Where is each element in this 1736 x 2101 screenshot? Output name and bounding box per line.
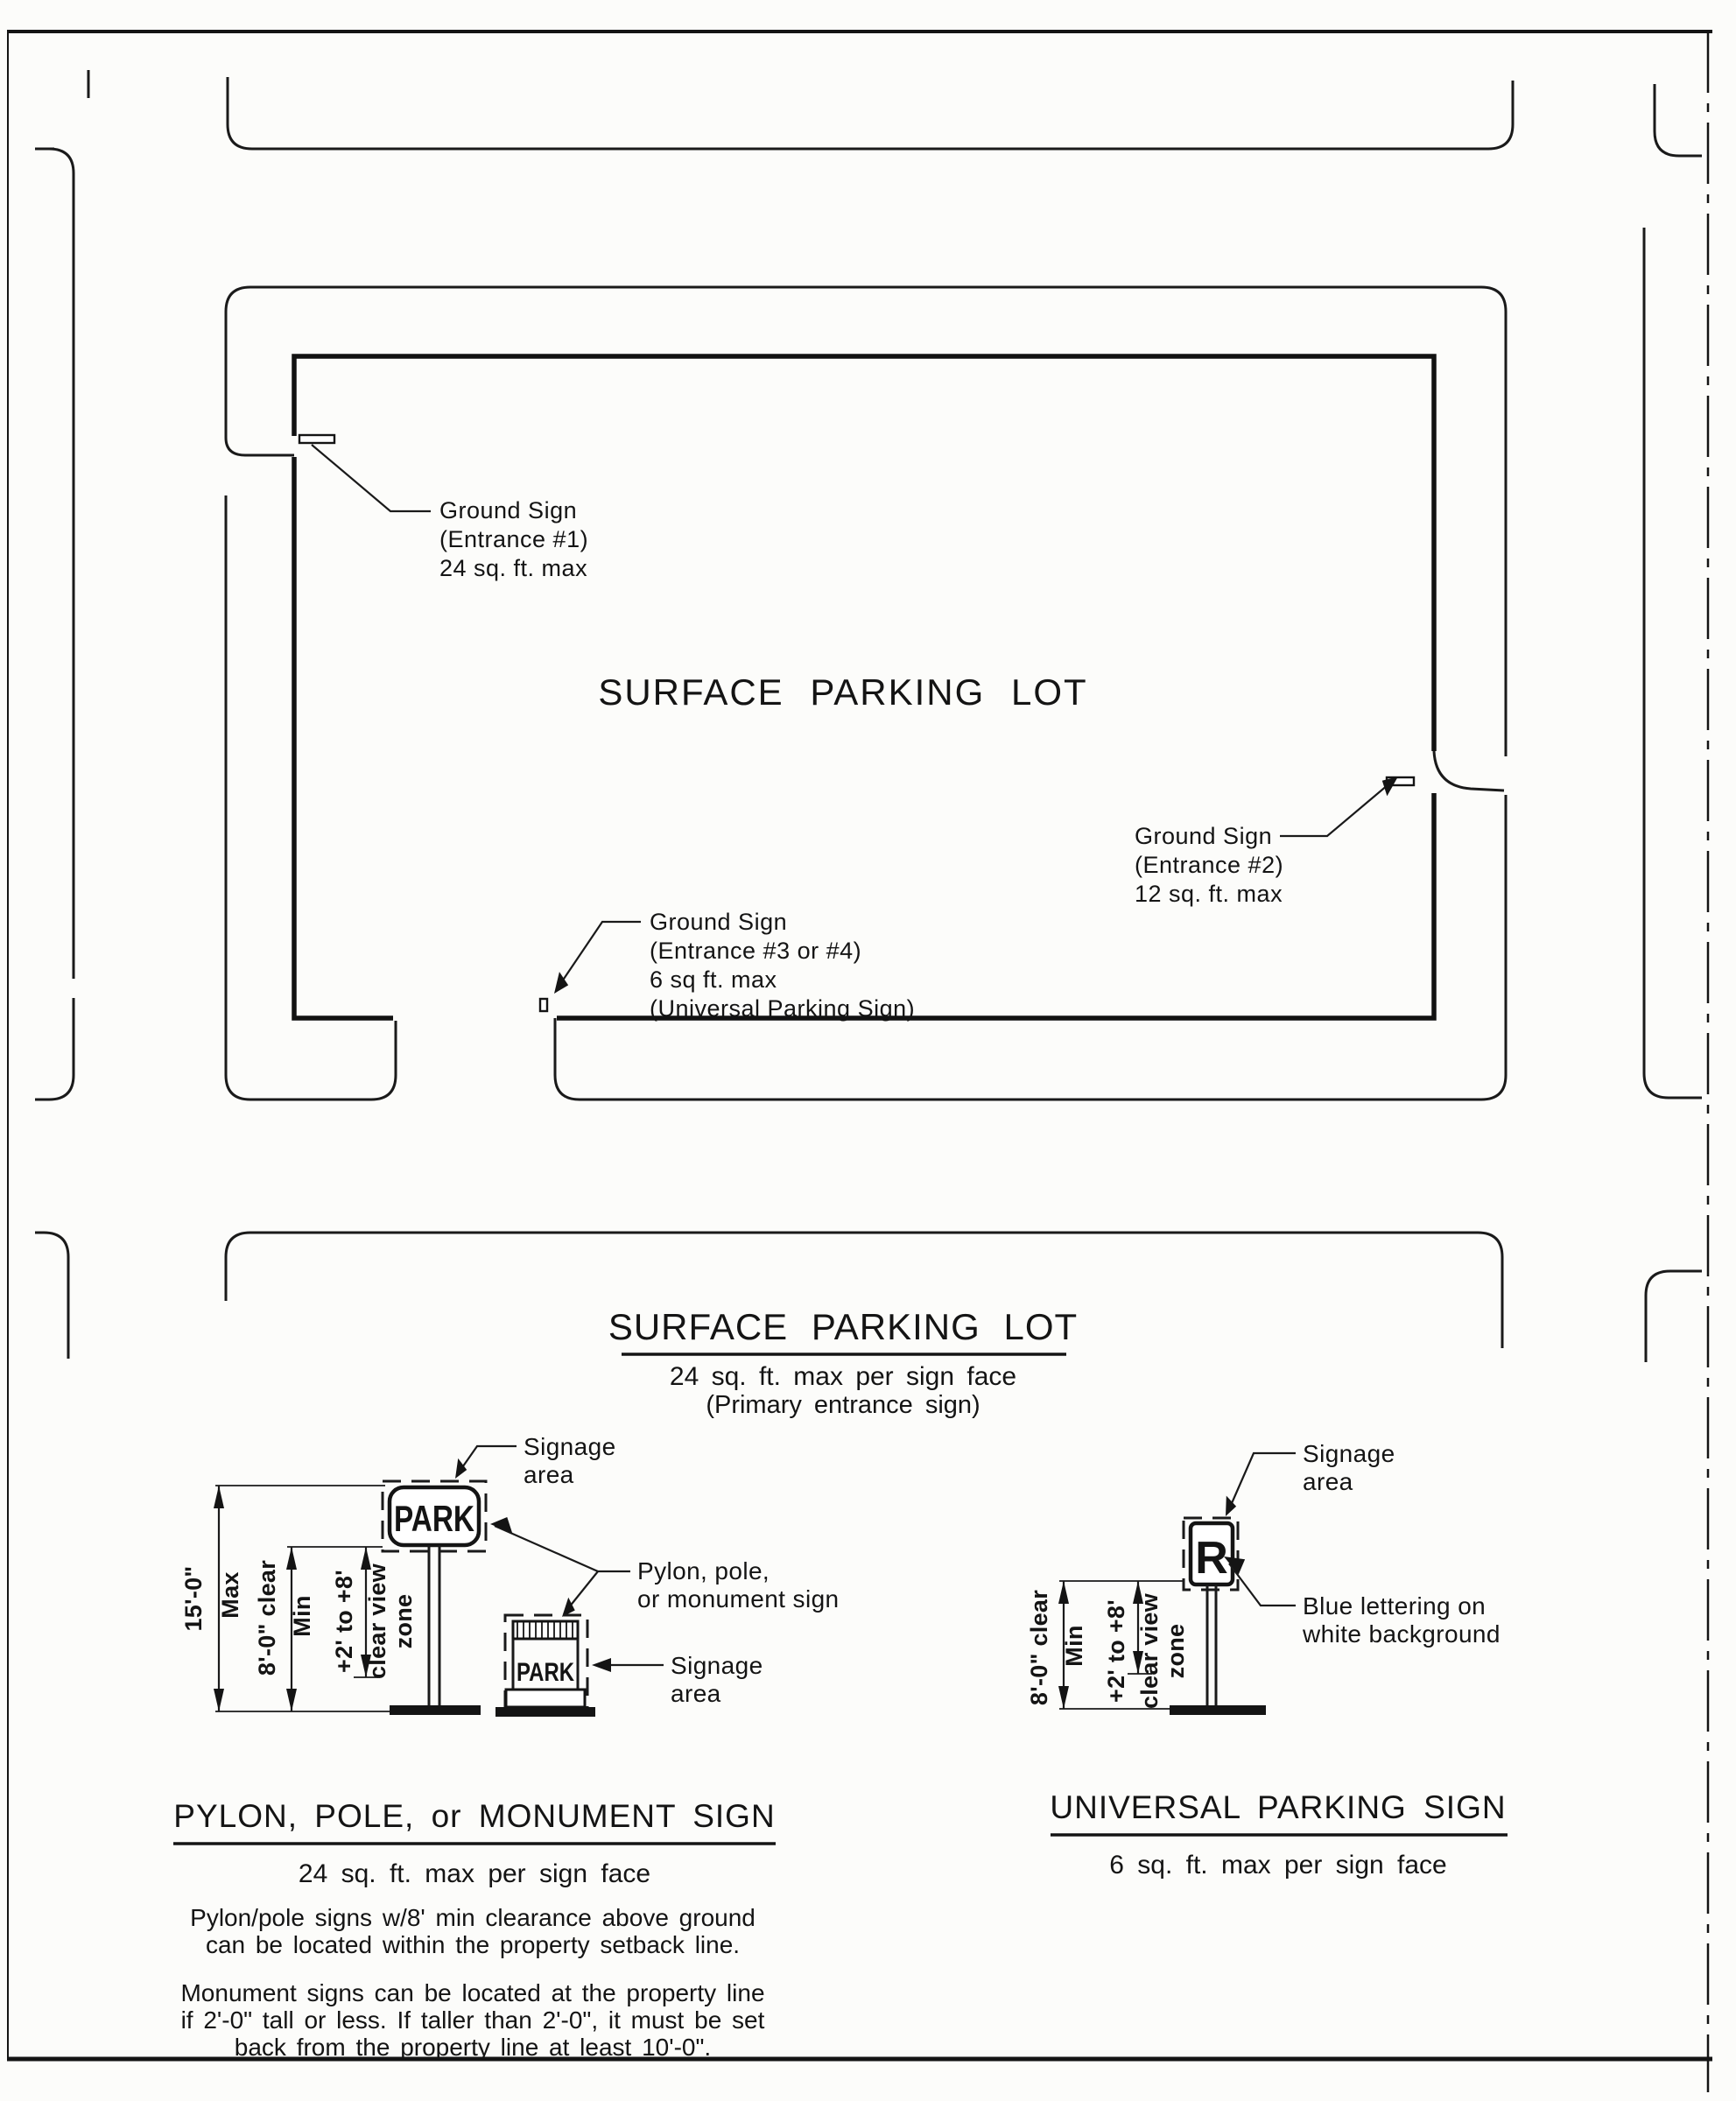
pylon-ground-bar: [390, 1705, 481, 1715]
u-blue-line1: Blue lettering on: [1303, 1592, 1486, 1620]
dim-label-zone: zone: [390, 1593, 417, 1649]
dim-label-8ft: 8'-0" clear: [254, 1559, 280, 1676]
plan-labels: [312, 445, 1403, 1022]
pylon-elevation: [173, 1433, 840, 2061]
entrance-2-curb-return: [1434, 751, 1504, 791]
universal-subheading: 6 sq. ft. max per sign face: [1109, 1851, 1447, 1880]
dim-label-15ft: 15'-0": [180, 1565, 207, 1632]
ground-sign-2-label-line2: (Entrance #2): [1135, 852, 1284, 878]
u-dim-8ft-arrow-top: [1058, 1581, 1069, 1604]
pylon-callout-leader-branch1: [495, 1526, 630, 1571]
monument-signage-arrowhead: [592, 1658, 611, 1672]
ground-sign-3-arrowhead: [548, 972, 573, 997]
top-street-east-stub: [1655, 84, 1702, 156]
u-signage-line1: Signage: [1303, 1440, 1395, 1467]
pylon-callout-line2: or monument sign: [637, 1585, 840, 1613]
ground-sign-1-label-line2: (Entrance #1): [439, 526, 589, 552]
u-dim-8ft-arrow-bottom: [1058, 1686, 1069, 1709]
section-subtitle-2: (Primary entrance sign): [706, 1391, 980, 1419]
pylon-note2-line1: Monument signs can be located at the property line: [180, 1979, 765, 2006]
u-pole: [1207, 1585, 1216, 1705]
universal-elevation: [1026, 1440, 1508, 1880]
ground-sign-3-label-line1: Ground Sign: [650, 909, 788, 935]
ground-sign-1-leader: [312, 445, 431, 511]
u-dim-label-clear-view: clear view: [1136, 1592, 1163, 1710]
street-network: [35, 70, 1702, 1362]
lower-block-west-stub: [35, 1233, 68, 1359]
ground-sign-1-label-line1: Ground Sign: [439, 497, 578, 523]
ground-sign-2-label-line1: Ground Sign: [1135, 823, 1273, 849]
lot-edge-west-bottom: [294, 457, 393, 1018]
pylon-subheading: 24 sq. ft. max per sign face: [298, 1859, 651, 1888]
pylon-signage-area-line1: Signage: [524, 1433, 616, 1460]
monument-signage-line2: area: [671, 1680, 721, 1707]
pylon-signage-area-line2: area: [524, 1461, 574, 1488]
page-border: [7, 32, 1712, 2092]
dim-8ft-arrow-top: [286, 1547, 297, 1570]
left-street-west-curb-upper: [35, 149, 74, 979]
ground-sign-3-leader: [559, 922, 641, 987]
dim-label-min: Min: [289, 1595, 315, 1637]
monument-signage-line1: Signage: [671, 1652, 763, 1679]
u-dim-label-view-range: +2' to +8': [1103, 1599, 1129, 1703]
u-signage-arrowhead: [1219, 1496, 1239, 1519]
elevation-section-header: [608, 1306, 1078, 1419]
dim-15ft-arrow-bottom: [214, 1689, 224, 1711]
pylon-note1-line2: can be located within the property setback line.: [205, 1931, 741, 1958]
ground-sign-3-label-line3: 6 sq ft. max: [650, 966, 777, 993]
left-street-west-curb-lower: [35, 998, 74, 1100]
u-signage-leader: [1229, 1453, 1296, 1509]
u-blue-line2: white background: [1303, 1620, 1501, 1648]
u-sign-text: R: [1195, 1533, 1228, 1584]
u-ground-bar: [1170, 1705, 1266, 1715]
dim-label-view-range: +2' to +8': [331, 1570, 357, 1673]
lower-block-east-stub: [1646, 1271, 1702, 1362]
ground-sign-3-label-line2: (Entrance #3 or #4): [650, 938, 862, 964]
ground-sign-3-marker: [540, 999, 547, 1011]
monument-base: [506, 1690, 585, 1707]
ground-sign-2-label-line3: 12 sq. ft. max: [1135, 881, 1283, 907]
monument-cap-hatch: [514, 1622, 577, 1638]
monument-park-text: PARK: [517, 1658, 575, 1687]
ground-sign-2-leader: [1280, 780, 1394, 836]
pylon-pole: [429, 1545, 439, 1705]
monument-ground-bar: [495, 1707, 595, 1717]
pylon-note1-line1: Pylon/pole signs w/8' min clearance above ground: [190, 1904, 756, 1931]
pylon-note2-line2: if 2'-0" tall or less. If taller than 2'-0", it must be set: [180, 2006, 765, 2034]
right-street-east-curb: [1644, 228, 1702, 1098]
ground-sign-3-label-line4: (Universal Parking Sign): [650, 995, 916, 1022]
plan-lot-title: SURFACE PARKING LOT: [598, 671, 1088, 713]
universal-heading: UNIVERSAL PARKING SIGN: [1050, 1789, 1507, 1825]
u-dim-label-8ft: 8'-0" clear: [1026, 1589, 1052, 1706]
top-street-south-curb: [228, 77, 1513, 149]
dim-8ft-arrow-bottom: [286, 1689, 297, 1711]
block-curb-west-south: [226, 495, 396, 1100]
section-title: SURFACE PARKING LOT: [608, 1306, 1079, 1347]
dim-15ft-arrow-top: [214, 1486, 224, 1508]
u-dim-label-zone: zone: [1163, 1623, 1189, 1679]
ground-sign-1-label-line3: 24 sq. ft. max: [439, 555, 588, 581]
pylon-park-sign-text: PARK: [394, 1498, 474, 1539]
u-signage-line2: area: [1303, 1468, 1353, 1495]
u-dim-label-min: Min: [1061, 1625, 1087, 1667]
pylon-note2-line3: back from the property line at least 10'-0".: [234, 2034, 712, 2061]
dim-label-max: Max: [217, 1571, 243, 1619]
pylon-signage-area-leader: [459, 1446, 517, 1472]
dim-label-clear-view: clear view: [364, 1563, 390, 1680]
pylon-heading: PYLON, POLE, or MONUMENT SIGN: [173, 1798, 776, 1834]
pylon-callout-line1: Pylon, pole,: [637, 1557, 770, 1585]
ground-sign-1-marker: [299, 435, 334, 443]
section-subtitle-1: 24 sq. ft. max per sign face: [669, 1362, 1017, 1391]
